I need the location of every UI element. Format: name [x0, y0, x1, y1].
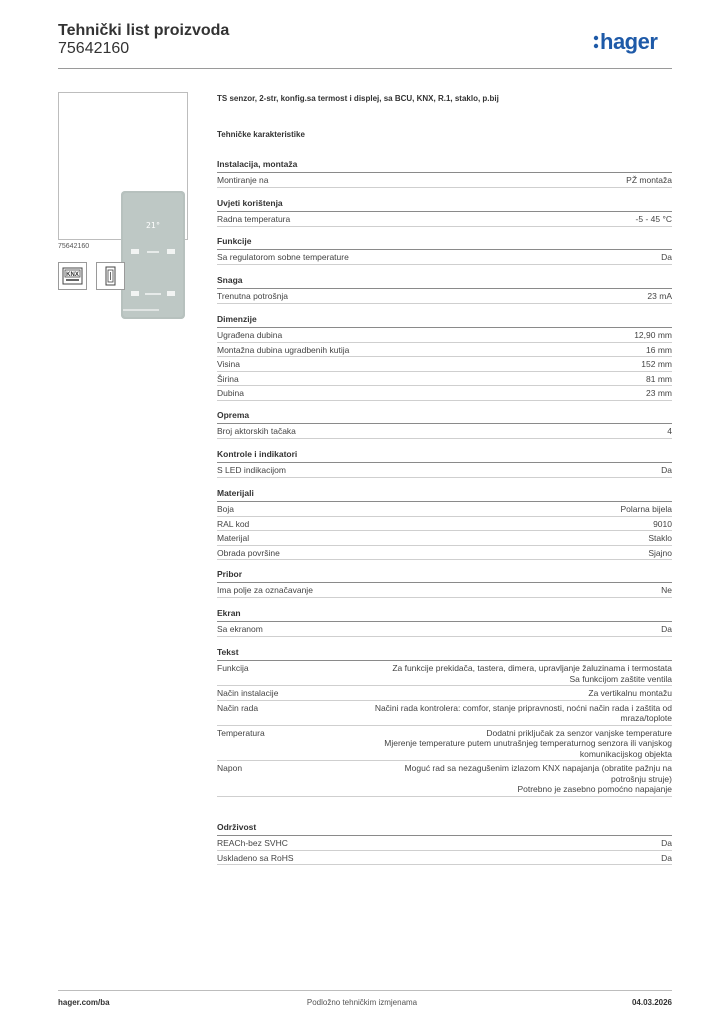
spec-label: Ima polje za označavanje	[217, 585, 313, 595]
spec-value: Da	[661, 252, 672, 262]
spec-row	[217, 250, 672, 265]
spec-label: Radna temperatura	[217, 214, 291, 224]
spec-value: Ne	[661, 585, 672, 595]
section-heading: Tekst	[217, 644, 672, 661]
spec-label: Montažna dubina ugradbenih kutija	[217, 344, 350, 355]
spec-value: PŽ montaža	[626, 175, 672, 185]
product-code: 75642160	[58, 40, 130, 57]
spec-section	[217, 644, 672, 797]
spec-label: Uskladeno sa RoHS	[217, 852, 294, 863]
spec-row	[217, 502, 672, 517]
spec-label: Širina	[217, 373, 239, 384]
spec-row	[217, 686, 672, 701]
section-heading: Instalacija, montaža	[217, 156, 672, 173]
footer-disclaimer: Podložno tehničkim izmjenama	[306, 998, 418, 1007]
spec-value: 23 mm	[646, 388, 672, 398]
spec-value: Sjajno	[648, 547, 672, 558]
spec-value: Polarna bijela	[620, 504, 672, 514]
footer-date: 04.03.2026	[631, 998, 672, 1007]
svg-text:KNX: KNX	[66, 272, 79, 278]
spec-row	[217, 517, 672, 532]
spec-label: S LED indikacijom	[217, 465, 286, 475]
spec-row	[217, 701, 672, 726]
spec-value: -5 - 45 °C	[635, 214, 672, 224]
spec-label: Dubina	[217, 388, 244, 398]
spec-value: Dodatni priključak za senzor vanjske temperature Mjerenje temperature putem unutrašnjeg temperaturnog senzora ili vanjskog komunikacijskog objekta	[384, 727, 672, 759]
spec-value: 152 mm	[641, 359, 672, 369]
section-heading: Funkcije	[217, 233, 672, 250]
spec-section	[217, 566, 672, 598]
section-heading: Materijali	[217, 485, 672, 502]
spec-value: 81 mm	[646, 373, 672, 384]
spec-value: Za funkcije prekidača, tastera, dimera, upravljanje žaluzinama i termostata Sa funkcijom zaštite ventila	[392, 663, 672, 684]
spec-row	[217, 531, 672, 546]
spec-label: Visina	[217, 359, 240, 369]
spec-row	[217, 463, 672, 478]
section-heading: Oprema	[217, 407, 672, 424]
spec-row	[217, 761, 672, 797]
spec-value: 23 mA	[647, 291, 672, 301]
svg-text:21°: 21°	[146, 221, 161, 230]
spec-row	[217, 424, 672, 439]
section-heading: Snaga	[217, 272, 672, 289]
spec-label: Obrada površine	[217, 547, 280, 558]
image-caption: 75642160	[58, 243, 90, 250]
spec-row	[217, 289, 672, 304]
spec-value: 9010	[653, 518, 672, 529]
spec-section	[217, 485, 672, 560]
spec-section	[217, 407, 672, 439]
spec-label: Temperatura	[217, 727, 265, 738]
spec-value: 16 mm	[646, 344, 672, 355]
section-heading: Dimenzije	[217, 311, 672, 328]
spec-label: Broj aktorskih tačaka	[217, 426, 296, 436]
spec-row	[217, 386, 672, 401]
spec-value: Da	[661, 852, 672, 863]
spec-value: Moguć rad sa nezagušenim izlazom KNX napajanja (obratite pažnju na potrošnju struje) Potrebno je zasebno pomoćno napajanje	[404, 763, 672, 794]
spec-section	[217, 156, 672, 188]
spec-label: Sa ekranom	[217, 624, 263, 634]
spec-label: Napon	[217, 763, 243, 773]
spec-label: Funkcija	[217, 663, 249, 673]
section-heading: Ekran	[217, 605, 672, 622]
spec-row	[217, 851, 672, 866]
header-divider	[58, 68, 672, 69]
spec-label: Boja	[217, 504, 235, 514]
section-heading: Pribor	[217, 566, 672, 583]
knx-icon	[58, 262, 87, 290]
spec-label: Način rada	[217, 702, 259, 713]
spec-value: 4	[667, 426, 672, 436]
spec-section	[217, 446, 672, 478]
spec-label: Trenutna potrošnja	[217, 291, 289, 301]
spec-value: Da	[661, 838, 672, 848]
spec-section	[217, 272, 672, 304]
spec-row	[217, 661, 672, 686]
spec-value: Da	[661, 465, 672, 475]
spec-row	[217, 173, 672, 188]
spec-label: Način instalacije	[217, 688, 279, 698]
product-title: TS senzor, 2-str, konfig.sa termost i displej, sa BCU, KNX, R.1, staklo, p.bij	[217, 94, 499, 103]
footer-divider	[58, 990, 672, 991]
spec-row	[217, 622, 672, 637]
spec-row	[217, 343, 672, 358]
spec-value: Staklo	[648, 533, 672, 543]
spec-section	[217, 605, 672, 637]
footer-website-link[interactable]: hager.com/ba	[58, 998, 110, 1007]
spec-value: 12,90 mm	[634, 330, 672, 340]
spec-label: Montiranje na	[217, 175, 269, 185]
spec-row	[217, 546, 672, 561]
spec-label: Ugrađena dubina	[217, 330, 283, 340]
spec-value: Načini rada kontrolera: comfor, stanje pripravnosti, noćni način rada i zaštita od mraza/toplote	[374, 702, 672, 723]
spec-row	[217, 357, 672, 372]
spec-value: Da	[661, 624, 672, 634]
spec-row	[217, 212, 672, 227]
product-image	[58, 92, 188, 240]
spec-row	[217, 836, 672, 851]
spec-section	[217, 233, 672, 265]
spec-label: Materijal	[217, 533, 250, 543]
hager-logo[interactable]	[592, 26, 676, 56]
spec-value: Za vertikalnu montažu	[588, 688, 672, 698]
spec-label: RAL kod	[217, 518, 250, 529]
spec-section	[217, 311, 672, 401]
spec-section	[217, 819, 672, 865]
page-title: Tehnički list proizvoda	[58, 22, 230, 39]
product-device-picture	[121, 191, 185, 319]
spec-label: REACh-bez SVHC	[217, 838, 288, 848]
spec-section	[217, 195, 672, 227]
spec-row	[217, 328, 672, 343]
section-heading: Održivost	[217, 819, 672, 836]
spec-row	[217, 726, 672, 762]
tech-specs-heading: Tehničke karakteristike	[217, 130, 305, 139]
flush-box-icon	[96, 262, 125, 290]
spec-row	[217, 583, 672, 598]
spec-row	[217, 372, 672, 387]
spec-label: Sa regulatorom sobne temperature	[217, 252, 349, 262]
section-heading: Uvjeti korištenja	[217, 195, 672, 212]
svg-text:hager: hager	[600, 29, 658, 54]
section-heading: Kontrole i indikatori	[217, 446, 672, 463]
